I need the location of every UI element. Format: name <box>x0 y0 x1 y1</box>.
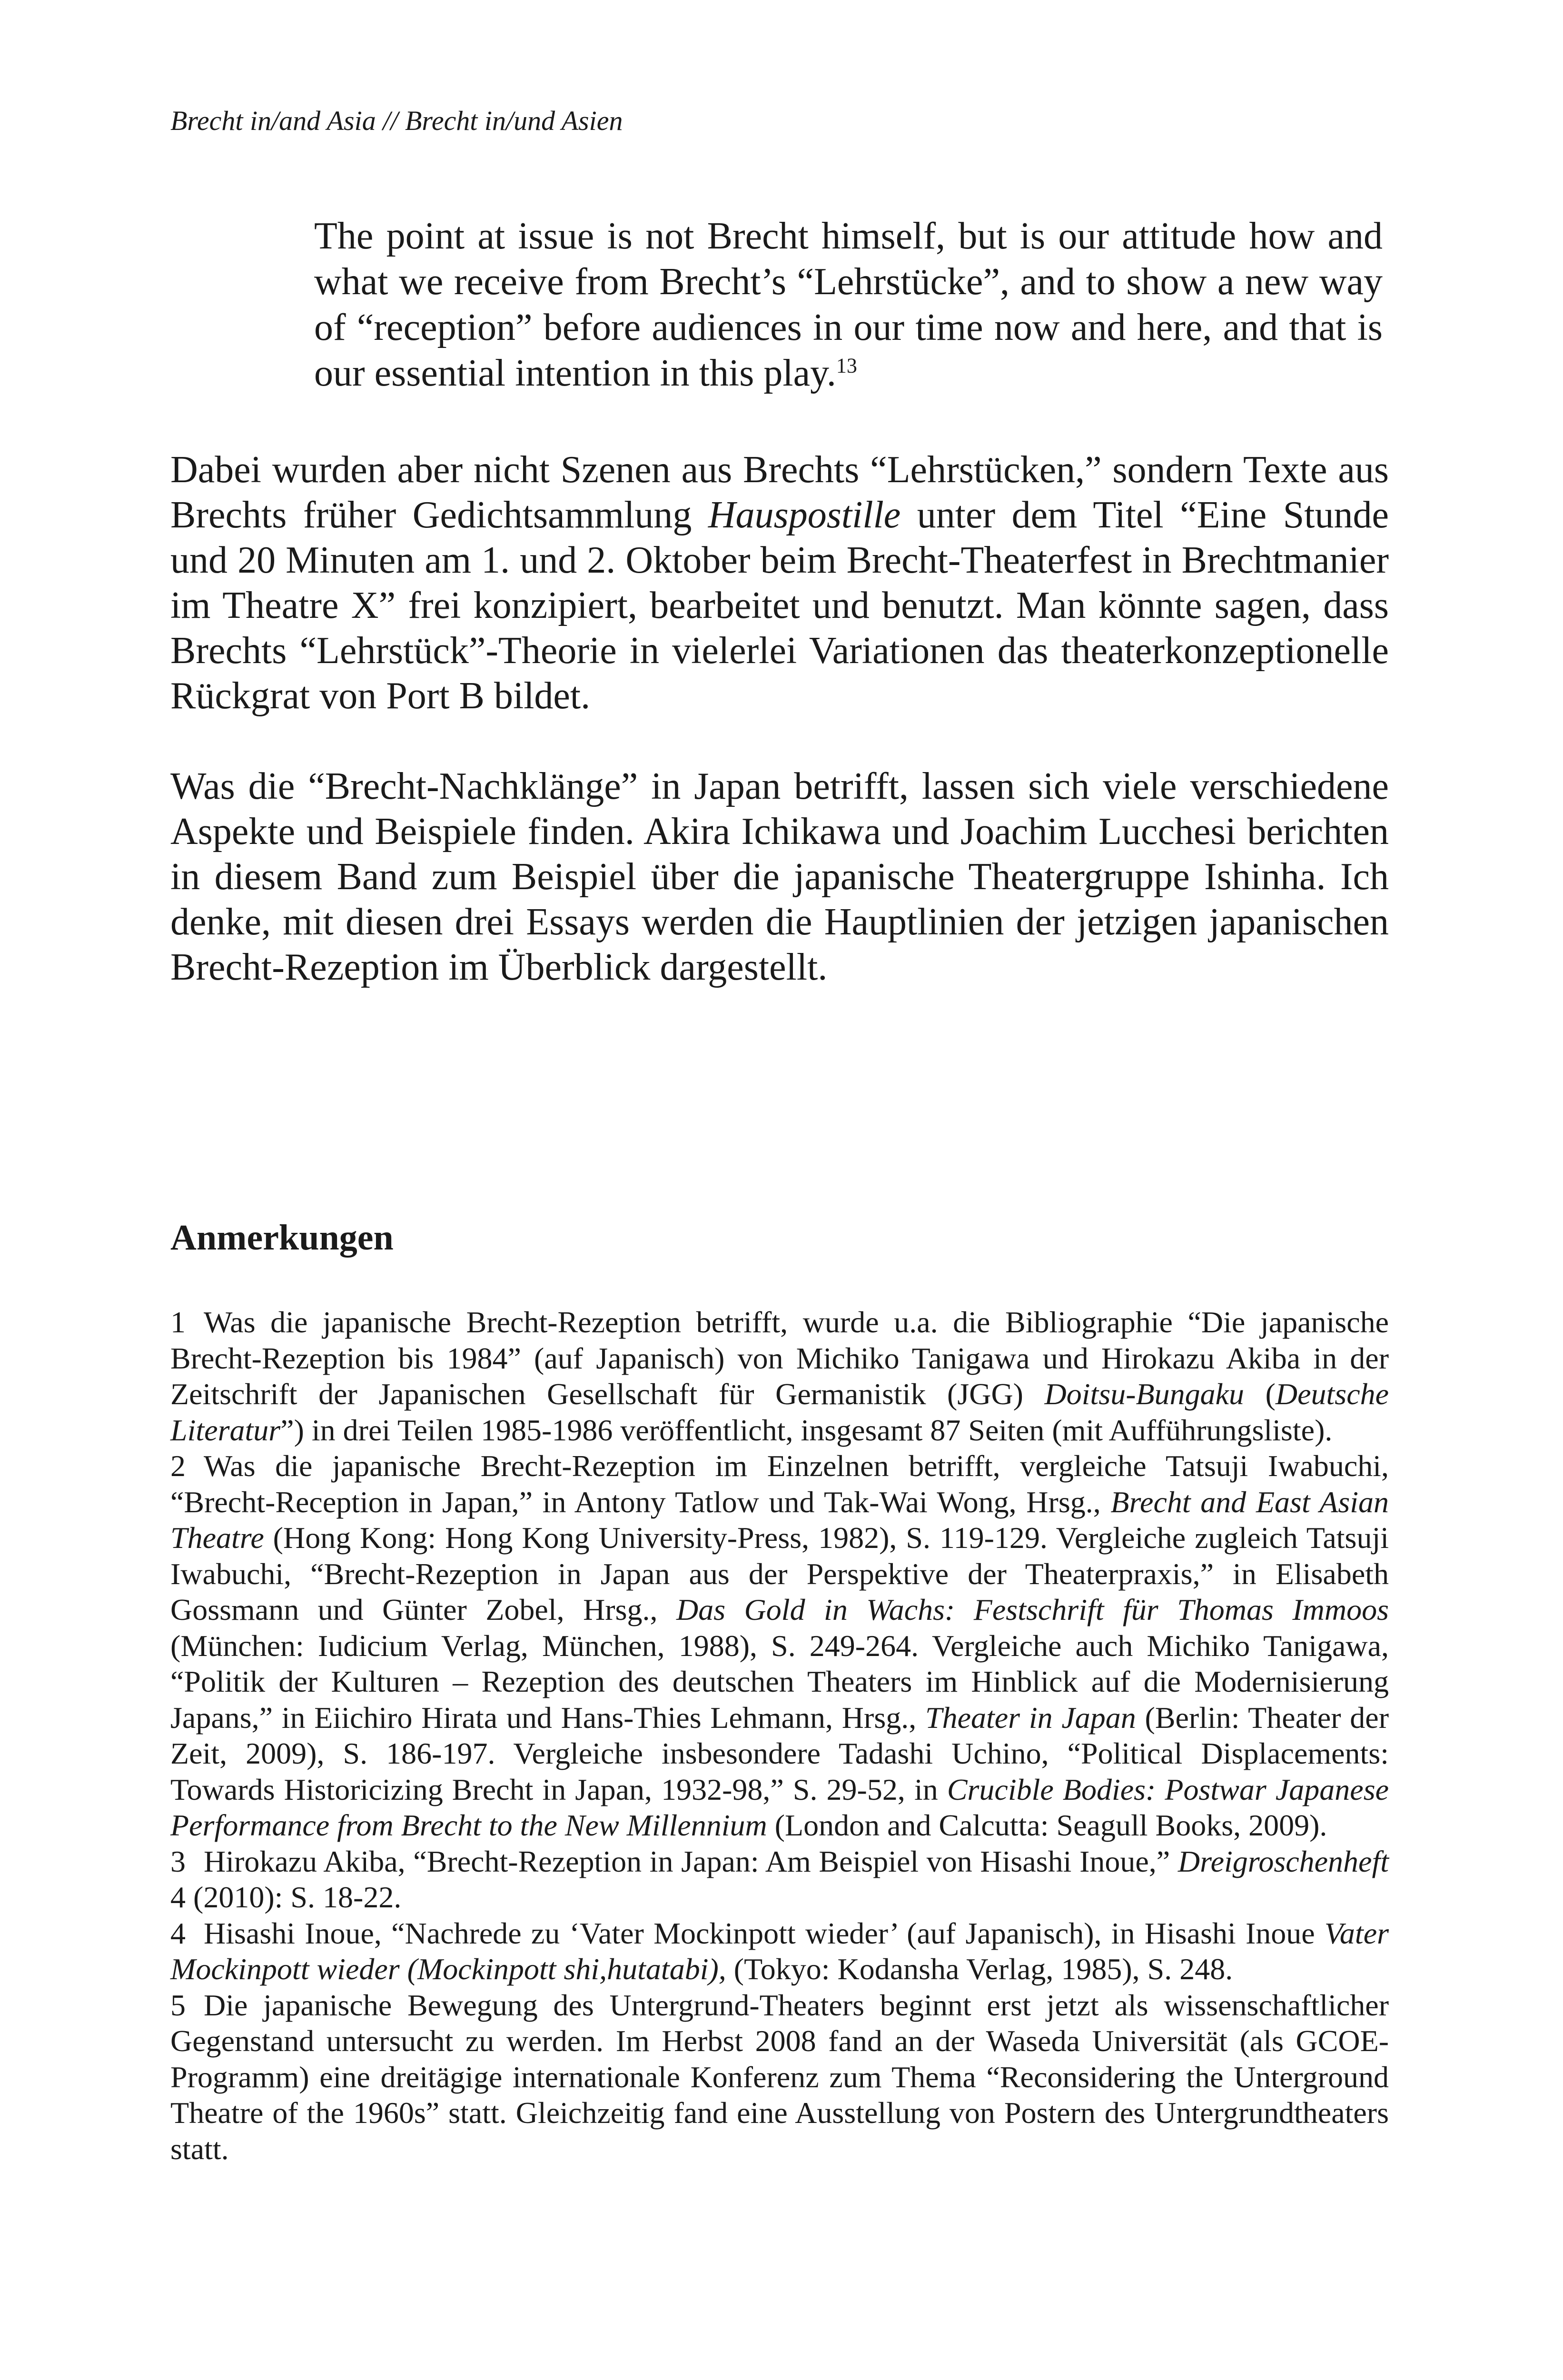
note-text: Hisashi Inoue, “Nachrede zu ‘Vater Mockinpott wieder’ (auf Japanisch), in Hisashi Inoue <box>204 1916 1325 1950</box>
note-italic-title: Doitsu-Bungaku <box>1044 1377 1245 1411</box>
note-italic-title: Deutsche Literatur <box>170 1377 1389 1447</box>
note-text: (London and Calcutta: Seagull Books, 2009). <box>767 1808 1327 1842</box>
notes-list <box>170 1304 1389 2167</box>
footnote-reference[interactable]: 13 <box>836 354 857 377</box>
block-quote <box>314 213 1383 396</box>
note-text: Was die japanische Brecht-Rezeption betrifft, wurde u.a. die Bibliographie “Die japanische Brecht-Rezeption bis 1984” (auf Japanisch) von Michiko Tanigawa und Hirokazu Akiba in der Zeitschrift der Japanischen Gesellschaft für Germanistik (JGG) <box>170 1305 1389 1411</box>
note-number: 5 <box>170 1988 186 2022</box>
note-number: 3 <box>170 1844 186 1878</box>
body-paragraph-2: Was die “Brecht-Nachklänge” in Japan betrifft, lassen sich viele verschiedene Aspekte und Beispiele finden. Akira Ichikawa und Joachim Lucchesi berichten in diesem Band zum Beispiel über die japanische Theatergruppe Ishinha. Ich denke, mit diesen drei Essays werden die Hauptlinien der jetzigen japanischen Brecht-Rezeption im Überblick dargestellt. <box>170 765 1389 988</box>
note-text: Die japanische Bewegung des Untergrund-Theaters beginnt erst jetzt als wissenschaftlicher Gegenstand untersucht zu werden. Im Herbst 2008 fand an der Waseda Universität (als GCOE-Programm) eine dreitägige internationale Konferenz zum Thema “Reconsidering the Unterground Theatre of the 1960s” statt. Gleichzeitig fand eine Ausstellung von Postern des Untergrundtheaters statt. <box>170 1988 1389 2166</box>
note-text: ”) in drei Teilen 1985-1986 veröffentlicht, insgesamt 87 Seiten (mit Aufführungsliste). <box>280 1413 1333 1447</box>
notes-heading: Anmerkungen <box>170 1218 394 1258</box>
body-paragraph-1 <box>170 447 1389 719</box>
note-5 <box>170 1987 1389 2167</box>
p1-title-hauspostille: Hauspostille <box>708 494 901 536</box>
note-text: Hirokazu Akiba, “Brecht-Rezeption in Japan: Am Beispiel von Hisashi Inoue,” <box>204 1844 1178 1878</box>
note-italic-title: Dreigroschenheft <box>1177 1844 1389 1878</box>
note-text: (München: Iudicium Verlag, München, 1988), S. 249-264. Vergleiche auch Michiko Tanigawa, “Politik der Kulturen – Rezeption des deutschen Theaters im Hinblick auf die Modernisierung Japans,” in Eiichiro Hirata und Hans-Thies Lehmann, Hrsg., <box>170 1628 1389 1735</box>
note-text: (Tokyo: Kodansha Verlag, 1985), S. 248. <box>726 1952 1233 1986</box>
note-italic-title: Vater Mockinpott wieder (Mockinpott shi,hutatabi), <box>170 1916 1389 1986</box>
block-quote-text: The point at issue is not Brecht himself, but is our attitude how and what we receive from Brecht’s “Lehrstücke”, and to show a new way of “reception” before audiences in our time now and here, and that is our essential intention in this play. <box>314 215 1383 394</box>
note-text: (Hong Kong: Hong Kong University-Press, 1982), S. 119-129. Vergleiche zugleich Tatsuji Iwabuchi, “Brecht-Rezeption in Japan aus der Perspektive der Theaterpraxis,” in Elisabeth Gossmann und Günter Zobel, Hrsg., <box>170 1521 1389 1626</box>
note-text: (Berlin: Theater der Zeit, 2009), S. 186-197. Vergleiche insbesondere Tadashi Uchino, “Political Displacements: Towards Historicizing Brecht in Japan, 1932-98,” S. 29-52, in <box>170 1700 1389 1806</box>
p1-text-b: unter dem Titel “Eine Stunde und 20 Minuten am 1. und 2. Oktober beim Brecht-Theaterfest in Brechtmanier im Theatre X” frei konzipiert, bearbeitet und benutzt. Man könnte sagen, dass Brechts “Lehrstück”-Theorie in vielerlei Variationen das theaterkonzeptionelle Rückgrat von Port B bildet. <box>170 494 1389 717</box>
note-2 <box>170 1448 1389 1844</box>
note-number: 4 <box>170 1916 186 1950</box>
note-4 <box>170 1915 1389 1987</box>
note-italic-title: Brecht and East Asian Theatre <box>170 1485 1389 1555</box>
note-1 <box>170 1304 1389 1448</box>
note-italic-title: Das Gold in Wachs: Festschrift für Thomas Immoos <box>676 1593 1389 1626</box>
p1-text-a: Dabei wurden aber nicht Szenen aus Brechts “Lehrstücken,” sondern Texte aus Brechts früher Gedichtsammlung <box>170 449 1389 536</box>
note-number: 1 <box>170 1305 186 1339</box>
note-italic-title: Crucible Bodies: Postwar Japanese Performance from Brecht to the New Millennium <box>170 1772 1389 1842</box>
note-italic-title: Theater in Japan <box>925 1700 1136 1735</box>
note-text: 4 (2010): S. 18-22. <box>170 1880 402 1914</box>
note-number: 2 <box>170 1449 186 1483</box>
note-3 <box>170 1844 1389 1915</box>
note-text: Was die japanische Brecht-Rezeption im Einzelnen betrifft, vergleiche Tatsuji Iwabuchi, “Brecht-Reception in Japan,” in Antony Tatlow und Tak-Wai Wong, Hrsg., <box>170 1449 1389 1519</box>
running-header: Brecht in/and Asia // Brecht in/und Asien <box>170 105 623 136</box>
note-text: ( <box>1244 1377 1276 1411</box>
